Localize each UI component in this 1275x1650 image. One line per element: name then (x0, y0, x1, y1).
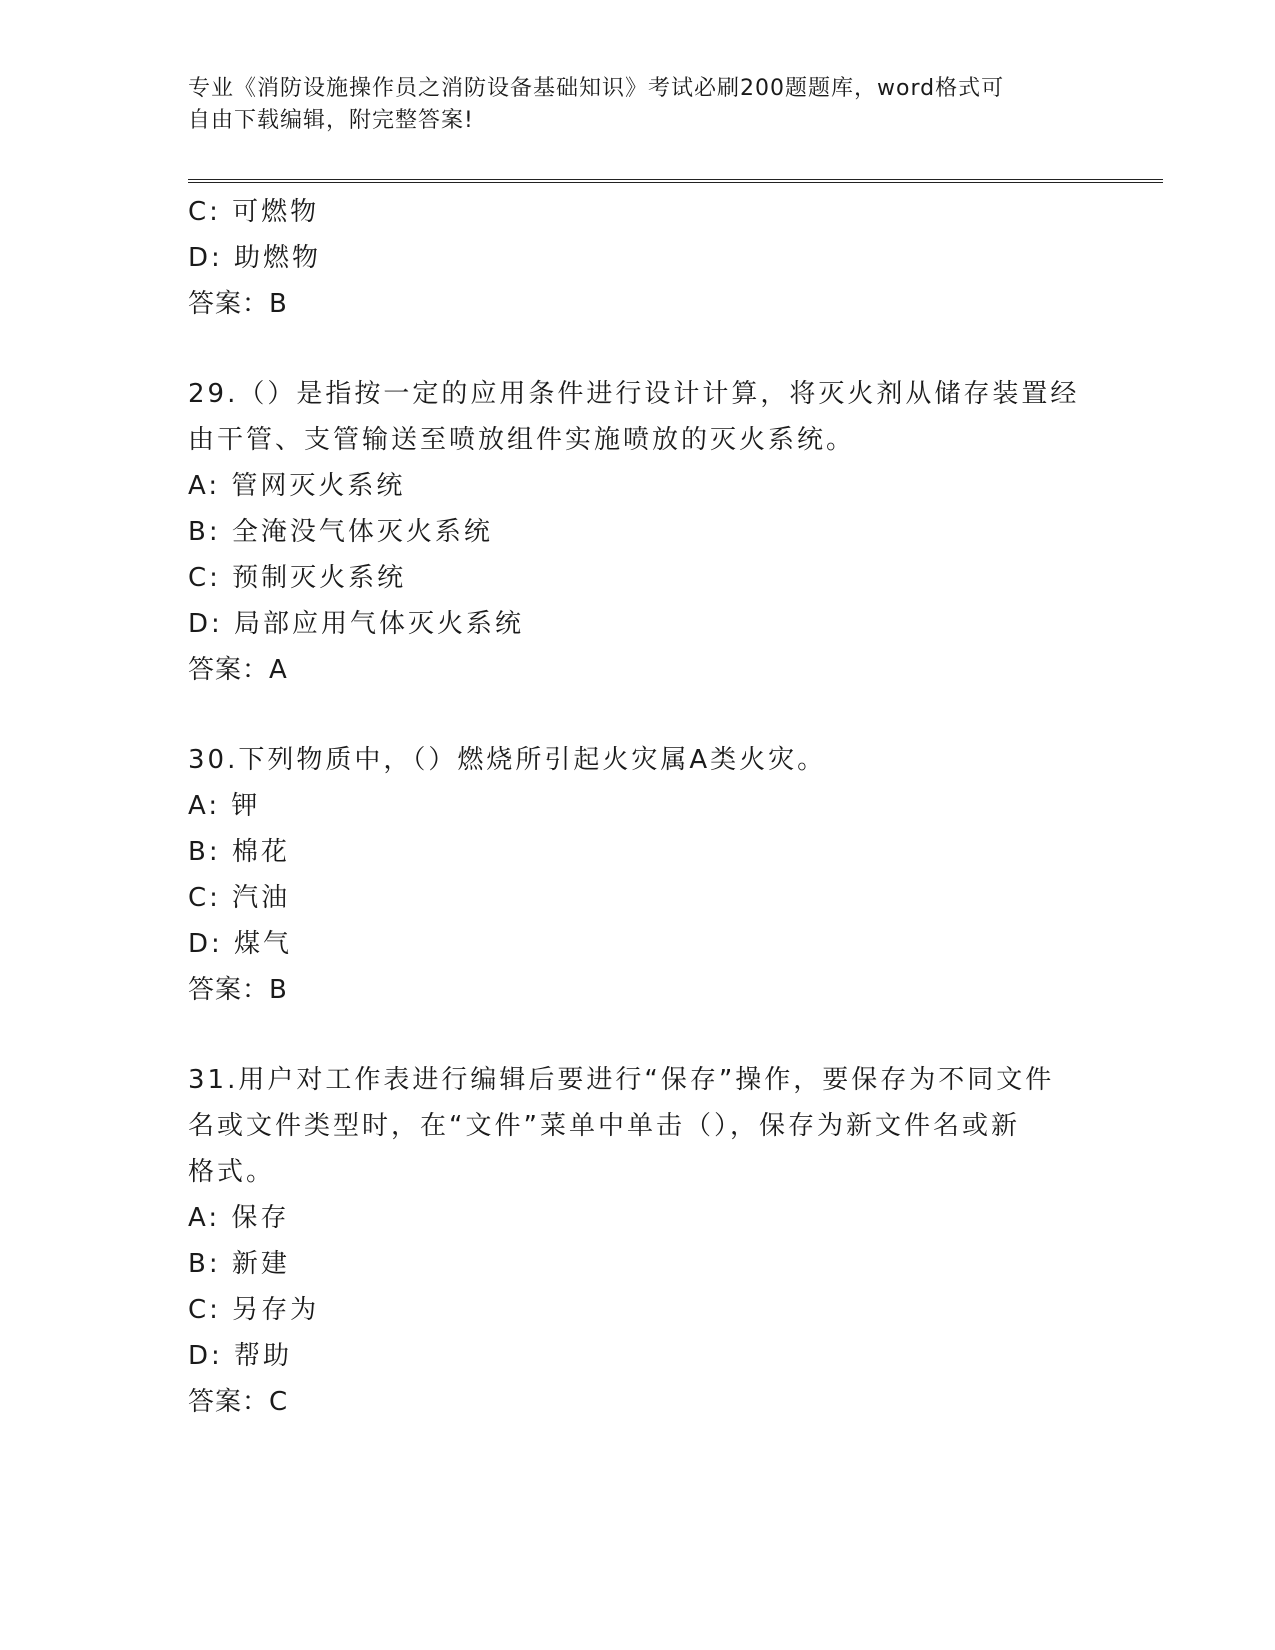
spacer (188, 327, 1088, 371)
answer-line: 答案：B (188, 975, 288, 1005)
option-a: A: 管网灭火系统 (188, 471, 406, 501)
question-text-line: 由干管、支管输送至喷放组件实施喷放的灭火系统。 (188, 425, 856, 455)
header-title-line-2: 自由下载编辑，附完整答案! (188, 108, 474, 133)
option-b: B: 全淹没气体灭火系统 (188, 517, 493, 547)
option-c: C: 预制灭火系统 (188, 563, 407, 593)
option-c: C: 汽油 (188, 883, 291, 913)
spacer (188, 1013, 1088, 1057)
question-text-line: 名或文件类型时，在“文件”菜单中单击（），保存为新文件名或新 (188, 1111, 1020, 1141)
question-text-line: 31.用户对工作表进行编辑后要进行“保存”操作，要保存为不同文件 (188, 1065, 1055, 1095)
page-header (188, 73, 1088, 137)
header-title-line-1: 专业《消防设施操作员之消防设备基础知识》考试必刷200题题库，word格式可 (188, 76, 1005, 101)
answer-line: 答案：A (188, 655, 288, 685)
question-31 (188, 1057, 1088, 1425)
spacer (188, 693, 1088, 737)
option-a: A: 保存 (188, 1203, 290, 1233)
option-c: C: 另存为 (188, 1295, 320, 1325)
question-text-line: 格式。 (188, 1157, 276, 1187)
option-d: D: 局部应用气体灭火系统 (188, 609, 525, 639)
answer-line: 答案：C (188, 1387, 289, 1417)
question-text-line: 30.下列物质中，（）燃烧所引起火灾属A类火灾。 (188, 745, 827, 775)
option-c: C: 可燃物 (188, 197, 320, 227)
question-30 (188, 737, 1088, 1013)
question-list (188, 189, 1088, 1425)
option-a: A: 钾 (188, 791, 261, 821)
header-divider (188, 179, 1163, 183)
previous-question-tail (188, 189, 1088, 327)
question-text-line: 29.（）是指按一定的应用条件进行设计计算，将灭火剂从储存装置经 (188, 379, 1080, 409)
answer-line: 答案：B (188, 289, 288, 319)
option-d: D: 帮助 (188, 1341, 293, 1371)
question-29 (188, 371, 1088, 693)
option-b: B: 棉花 (188, 837, 290, 867)
document-page (188, 0, 1163, 1650)
option-d: D: 煤气 (188, 929, 293, 959)
option-d: D: 助燃物 (188, 243, 322, 273)
option-b: B: 新建 (188, 1249, 290, 1279)
